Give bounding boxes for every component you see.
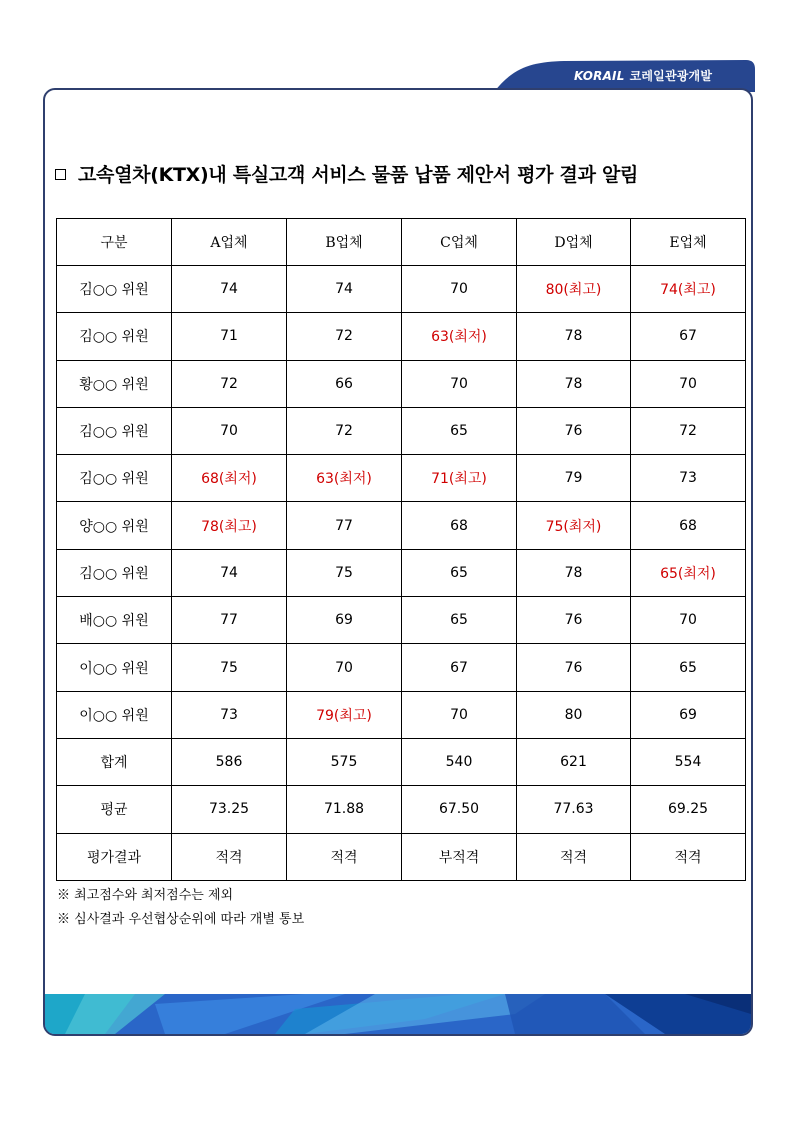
table-row <box>57 691 746 738</box>
score-cell: 80 <box>517 691 631 738</box>
row-label: 합계 <box>57 738 172 785</box>
column-header: B업체 <box>287 219 402 266</box>
score-cell: 71.88 <box>287 786 402 833</box>
score-cell: 72 <box>631 407 746 454</box>
column-header: D업체 <box>517 219 631 266</box>
row-label: 황○○ 위원 <box>57 360 172 407</box>
score-cell-highlighted: 80(최고) <box>517 266 631 313</box>
score-cell: 67 <box>402 644 517 691</box>
score-cell: 73 <box>631 455 746 502</box>
score-cell: 77 <box>172 597 287 644</box>
score-cell: 69 <box>287 597 402 644</box>
score-cell: 67 <box>631 313 746 360</box>
score-cell: 70 <box>631 597 746 644</box>
score-cell-highlighted: 68(최저) <box>172 455 287 502</box>
score-cell: 적격 <box>287 833 402 880</box>
document-title <box>55 160 638 187</box>
column-header: C업체 <box>402 219 517 266</box>
checkbox-bullet-icon <box>55 169 66 180</box>
score-cell: 부적격 <box>402 833 517 880</box>
score-cell: 78 <box>517 313 631 360</box>
table-row <box>57 313 746 360</box>
score-cell: 68 <box>402 502 517 549</box>
score-cell-highlighted: 63(최저) <box>287 455 402 502</box>
column-header: A업체 <box>172 219 287 266</box>
score-cell: 적격 <box>517 833 631 880</box>
footer-decoration <box>45 994 751 1034</box>
score-cell: 적격 <box>631 833 746 880</box>
score-cell: 74 <box>287 266 402 313</box>
row-label: 이○○ 위원 <box>57 644 172 691</box>
table-row <box>57 833 746 880</box>
table-row <box>57 266 746 313</box>
score-cell: 76 <box>517 407 631 454</box>
score-cell: 72 <box>287 407 402 454</box>
score-cell: 70 <box>402 691 517 738</box>
score-cell: 75 <box>287 549 402 596</box>
score-cell: 76 <box>517 597 631 644</box>
score-cell-highlighted: 75(최저) <box>517 502 631 549</box>
score-cell: 75 <box>172 644 287 691</box>
score-cell: 72 <box>287 313 402 360</box>
row-label: 김○○ 위원 <box>57 313 172 360</box>
document-title-text: 고속열차(KTX)내 특실고객 서비스 물품 납품 제안서 평가 결과 알림 <box>78 164 639 186</box>
score-cell: 70 <box>402 360 517 407</box>
score-cell: 67.50 <box>402 786 517 833</box>
score-cell: 78 <box>517 549 631 596</box>
score-cell: 72 <box>172 360 287 407</box>
table-row <box>57 407 746 454</box>
score-cell: 621 <box>517 738 631 785</box>
score-cell: 74 <box>172 266 287 313</box>
evaluation-table <box>56 218 746 881</box>
score-cell: 69.25 <box>631 786 746 833</box>
score-cell: 554 <box>631 738 746 785</box>
table-row <box>57 738 746 785</box>
score-cell: 78 <box>517 360 631 407</box>
score-cell: 79 <box>517 455 631 502</box>
table-row <box>57 502 746 549</box>
score-cell: 71 <box>172 313 287 360</box>
row-label: 평가결과 <box>57 833 172 880</box>
score-cell: 77.63 <box>517 786 631 833</box>
table-row <box>57 360 746 407</box>
score-cell-highlighted: 79(최고) <box>287 691 402 738</box>
column-header: 구분 <box>57 219 172 266</box>
score-cell: 70 <box>402 266 517 313</box>
row-label: 김○○ 위원 <box>57 549 172 596</box>
row-label: 배○○ 위원 <box>57 597 172 644</box>
table-header-row <box>57 219 746 266</box>
row-label: 김○○ 위원 <box>57 266 172 313</box>
score-cell: 586 <box>172 738 287 785</box>
score-cell: 73 <box>172 691 287 738</box>
korail-logo-text: KORAIL <box>574 69 625 83</box>
score-cell: 77 <box>287 502 402 549</box>
row-label: 김○○ 위원 <box>57 455 172 502</box>
row-label: 이○○ 위원 <box>57 691 172 738</box>
score-cell: 575 <box>287 738 402 785</box>
score-cell-highlighted: 71(최고) <box>402 455 517 502</box>
score-cell: 74 <box>172 549 287 596</box>
row-label: 김○○ 위원 <box>57 407 172 454</box>
table-row <box>57 644 746 691</box>
score-cell: 65 <box>402 549 517 596</box>
column-header: E업체 <box>631 219 746 266</box>
score-cell: 65 <box>402 407 517 454</box>
score-cell: 76 <box>517 644 631 691</box>
score-cell-highlighted: 63(최저) <box>402 313 517 360</box>
footnotes <box>57 884 304 932</box>
score-cell: 68 <box>631 502 746 549</box>
score-cell: 73.25 <box>172 786 287 833</box>
score-cell: 65 <box>631 644 746 691</box>
score-cell: 70 <box>172 407 287 454</box>
company-logo <box>574 67 712 84</box>
company-name: 코레일관광개발 <box>629 69 713 83</box>
score-cell: 540 <box>402 738 517 785</box>
row-label: 평균 <box>57 786 172 833</box>
row-label: 양○○ 위원 <box>57 502 172 549</box>
score-cell-highlighted: 65(최저) <box>631 549 746 596</box>
score-cell: 70 <box>631 360 746 407</box>
score-cell: 65 <box>402 597 517 644</box>
table-row <box>57 549 746 596</box>
table-row <box>57 455 746 502</box>
table-row <box>57 786 746 833</box>
footnote: ※ 최고점수와 최저점수는 제외 <box>57 888 234 903</box>
table-row <box>57 597 746 644</box>
footnote: ※ 심사결과 우선협상순위에 따라 개별 통보 <box>57 912 305 927</box>
score-cell: 적격 <box>172 833 287 880</box>
score-cell-highlighted: 74(최고) <box>631 266 746 313</box>
score-cell: 70 <box>287 644 402 691</box>
score-cell-highlighted: 78(최고) <box>172 502 287 549</box>
score-cell: 66 <box>287 360 402 407</box>
score-cell: 69 <box>631 691 746 738</box>
